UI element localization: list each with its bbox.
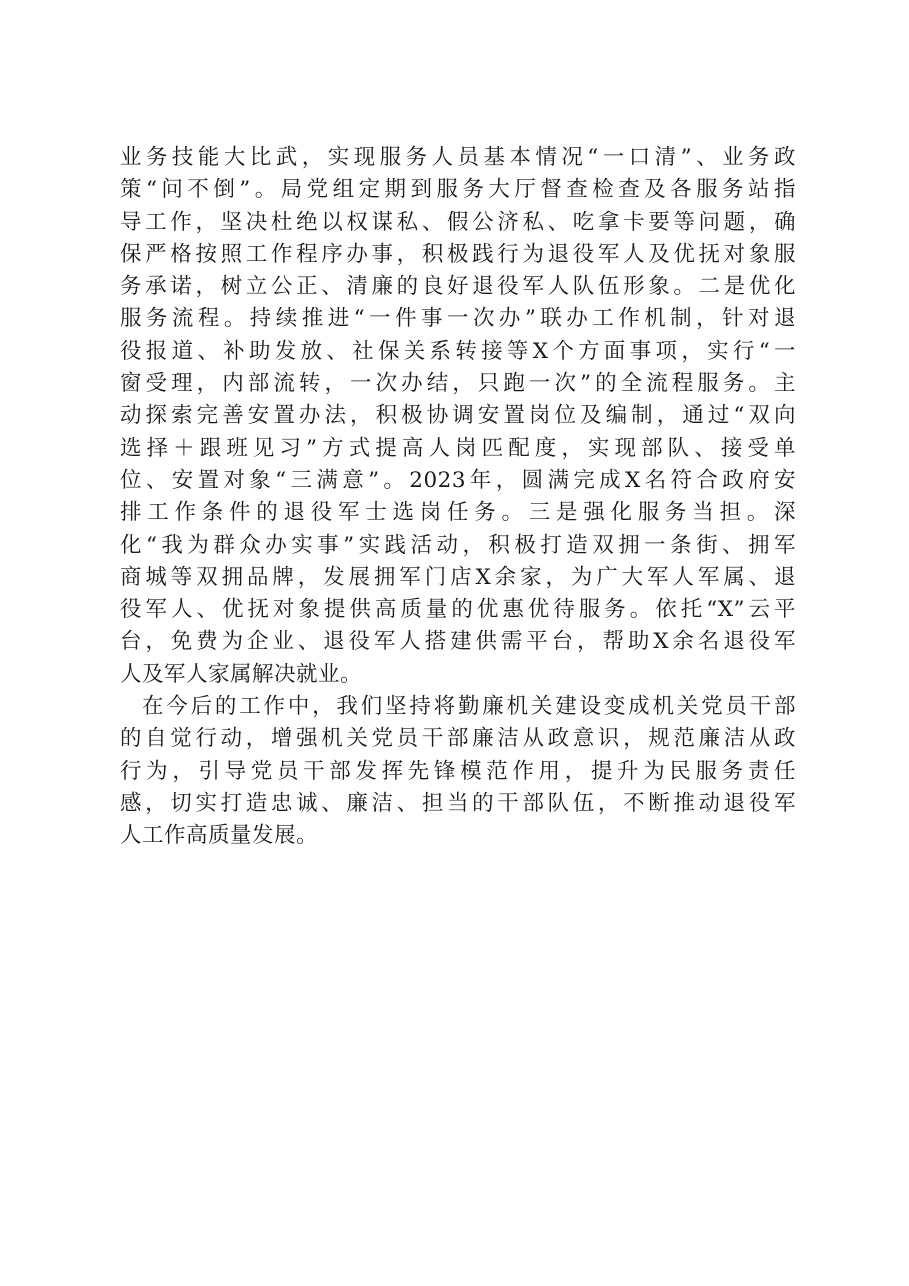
text-line: 役军人、优抚对象提供高质量的优惠优待服务。依托“X”云平 [120, 597, 796, 623]
text-line: 役报道、补助发放、社保关系转接等X个方面事项，实行“一 [120, 338, 796, 364]
text-line: 业务技能大比武，实现服务人员基本情况“一口清”、业务政 [120, 145, 796, 170]
text-line: 动探索完善安置办法，积极协调安置岗位及编制，通过“双向 [120, 403, 796, 429]
text-line: 商城等双拥品牌，发展拥军门店X余家，为广大军人军属、退 [120, 564, 796, 590]
text-line: 在今后的工作中，我们坚持将勤廉机关建设变成机关党员干部 [142, 694, 796, 720]
text-line: 策“问不倒”。局党组定期到服务大厅督查检查及各服务站指 [120, 177, 796, 203]
paragraph-2 [120, 691, 796, 852]
text-line: 服务流程。持续推进“一件事一次办”联办工作机制，针对退 [120, 306, 796, 332]
text-line: 保严格按照工作程序办事，积极践行为退役军人及优抚对象服 [120, 241, 796, 267]
text-line: 导工作，坚决杜绝以权谋私、假公济私、吃拿卡要等问题，确 [120, 209, 796, 235]
text-line: 行为，引导党员干部发挥先锋模范作用，提升为民服务责任 [120, 758, 796, 784]
document-body [120, 142, 796, 853]
text-line: 排工作条件的退役军士选岗任务。三是强化服务当担。深 [120, 500, 796, 526]
paragraph-1 [120, 142, 796, 691]
text-line: 感，切实打造忠诚、廉洁、担当的干部队伍，不断推动退役军 [120, 790, 796, 816]
text-line: 的自觉行动，增强机关党员干部廉洁从政意识，规范廉洁从政 [120, 726, 796, 752]
text-line: 务承诺，树立公正、清廉的良好退役军人队伍形象。二是优化 [120, 274, 796, 300]
text-line: 窗受理，内部流转，一次办结，只跑一次”的全流程服务。主 [120, 371, 796, 397]
text-line: 选择＋跟班见习”方式提高人岗匹配度，实现部队、接受单 [120, 435, 796, 461]
text-line: 人及军人家属解决就业。 [120, 661, 363, 687]
text-line: 台，免费为企业、退役军人搭建供需平台，帮助X余名退役军 [120, 629, 796, 655]
text-line: 化“我为群众办实事”实践活动，积极打造双拥一条街、拥军 [120, 532, 796, 558]
text-line: 人工作高质量发展。 [120, 823, 319, 849]
text-line: 位、安置对象“三满意”。2023年，圆满完成X名符合政府安 [120, 467, 796, 493]
